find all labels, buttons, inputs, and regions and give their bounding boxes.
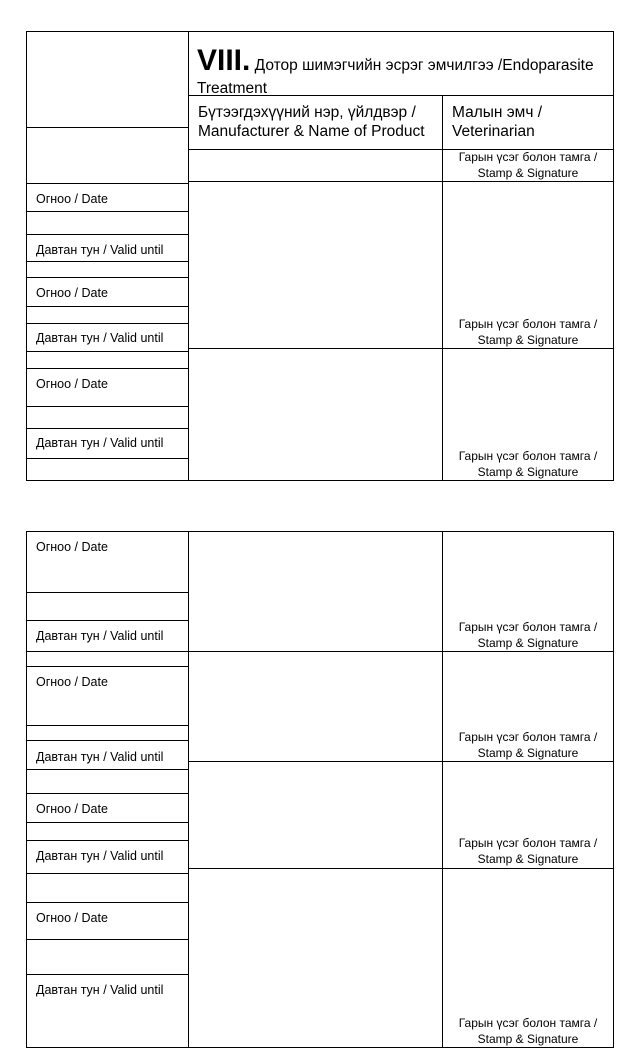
border-line [26, 1047, 614, 1048]
stamp-signature-label: Гарын үсэг болон тамга / Stamp & Signature [458, 1016, 598, 1046]
product-header-line2: Manufacturer & Name of Product [198, 123, 425, 140]
row-divider [26, 368, 189, 369]
column-divider [188, 531, 189, 1048]
border-line [26, 531, 614, 532]
row-divider [26, 277, 189, 278]
date-label: Огноо / Date [36, 192, 108, 206]
row-divider [188, 181, 614, 182]
date-label: Огноо / Date [36, 540, 108, 554]
border-line [613, 531, 614, 1048]
border-line [26, 480, 614, 481]
row-divider [26, 666, 189, 667]
section-number: VIII. [197, 44, 251, 77]
row-divider [26, 261, 189, 262]
row-divider [188, 651, 614, 652]
stamp-signature-label: Гарын үсэг болон тамга / Stamp & Signature [458, 620, 598, 650]
valid-until-label: Давтан тун / Valid until [36, 750, 164, 764]
date-label: Огноо / Date [36, 911, 108, 925]
row-divider [26, 211, 189, 212]
row-divider [26, 725, 189, 726]
stamp-signature-label: Гарын үсэг болон тамга / Stamp & Signature [458, 317, 598, 347]
row-divider [26, 840, 189, 841]
border-line [613, 31, 614, 481]
stamp-signature-label: Гарын үсэг болон тамга / Stamp & Signature [458, 730, 598, 760]
column-divider [188, 31, 189, 481]
row-divider [26, 458, 189, 459]
valid-until-label: Давтан тун / Valid until [36, 243, 164, 257]
row-divider [26, 939, 189, 940]
row-divider [188, 761, 614, 762]
border-line [26, 31, 614, 32]
row-divider [26, 406, 189, 407]
row-divider [188, 348, 614, 349]
date-label: Огноо / Date [36, 377, 108, 391]
stamp-signature-label: Гарын үсэг болон тамга / Stamp & Signature [458, 449, 598, 479]
section-title-wrap: Treatment [197, 80, 268, 97]
column-divider [442, 531, 443, 1048]
row-divider [26, 902, 189, 903]
valid-until-label: Давтан тун / Valid until [36, 849, 164, 863]
row-divider [26, 306, 189, 307]
row-divider [26, 873, 189, 874]
valid-until-label: Давтан тун / Valid until [36, 983, 164, 997]
valid-until-label: Давтан тун / Valid until [36, 436, 164, 450]
product-header-line1: Бүтээгдэхүүний нэр, үйлдвэр / [198, 104, 416, 121]
row-divider [26, 323, 189, 324]
date-label: Огноо / Date [36, 286, 108, 300]
row-divider [26, 351, 189, 352]
date-label: Огноо / Date [36, 675, 108, 689]
section-title-text: Дотор шимэгчийн эсрэг эмчилгээ /Endoparasite [250, 57, 594, 74]
row-divider [26, 740, 189, 741]
row-divider [188, 868, 614, 869]
stamp-signature-label: Гарын үсэг болон тамга / Stamp & Signature [458, 836, 598, 866]
date-label: Огноо / Date [36, 802, 108, 816]
row-divider [26, 234, 189, 235]
row-divider [26, 592, 189, 593]
section-title [197, 44, 594, 78]
vet-header-line2: Veterinarian [452, 123, 535, 140]
row-divider [26, 793, 189, 794]
row-divider [26, 428, 189, 429]
border-line [26, 531, 27, 1048]
stamp-signature-label: Гарын үсэг болон тамга / Stamp & Signature [458, 150, 598, 180]
vet-header-line1: Малын эмч / [452, 104, 543, 121]
valid-until-label: Давтан тун / Valid until [36, 629, 164, 643]
row-divider [26, 651, 189, 652]
valid-until-label: Давтан тун / Valid until [36, 331, 164, 345]
row-divider [26, 974, 189, 975]
row-divider [26, 183, 189, 184]
row-divider [26, 769, 189, 770]
row-divider [26, 620, 189, 621]
row-divider [26, 822, 189, 823]
border-line [26, 31, 27, 481]
row-divider [26, 127, 189, 128]
